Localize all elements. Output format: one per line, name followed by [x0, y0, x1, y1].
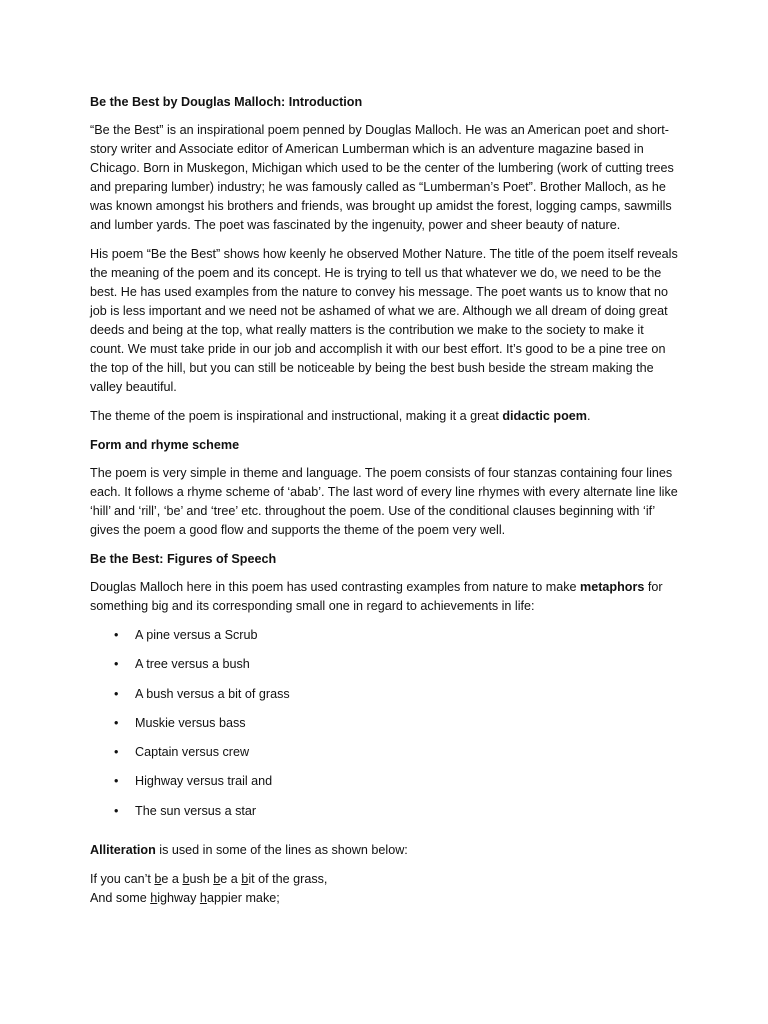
list-item: [90, 685, 680, 714]
verse-line-1: [90, 870, 680, 889]
alliteration-letter: h: [150, 891, 158, 906]
list-item-text: The sun versus a star: [135, 803, 257, 818]
list-item-text: A tree versus a bush: [135, 657, 250, 672]
bullet-icon: •: [114, 715, 119, 730]
alliteration-letter: b: [213, 872, 221, 887]
list-item-text: Captain versus crew: [135, 745, 250, 760]
list-item-text: Highway versus trail and: [135, 774, 273, 789]
figures-metaphors-term: metaphors: [580, 580, 645, 594]
paragraph-alliteration: [90, 841, 680, 860]
verse-text: ush: [189, 872, 214, 887]
paragraph-figures: [90, 578, 680, 616]
heading-form-rhyme: Form and rhyme scheme: [90, 438, 240, 452]
paragraph-meaning: His poem “Be the Best” shows how keenly he observed Mother Nature. The title of the poem itself reveals the meaning of the poem and its concept. He is trying to tell us that whatever we do, we need to be the best. He has used examples from the nature to convey his message. The poet wants us to know that no job is less important and we need not be ashamed of what we are. Although we all dream of doing great deeds and being at the top, what really matters is the contribution we make to the society to make it count. We must take pride in our job and accomplish it with our best effort. It’s good to be a pine tree on the top of the hill, but you can still be noticeable by being the best bush beside the stream making the valley beautiful.: [90, 247, 678, 394]
list-item: [90, 714, 680, 743]
bullet-icon: •: [114, 657, 119, 672]
bullet-icon: •: [114, 686, 119, 701]
list-item: [90, 655, 680, 684]
theme-text-after: .: [587, 409, 591, 423]
heading-introduction: Be the Best by Douglas Malloch: Introduction: [90, 95, 363, 109]
paragraph-theme: [90, 407, 680, 426]
alliteration-letter: b: [154, 872, 162, 887]
verse-text: And some: [90, 891, 151, 906]
figures-text-before: Douglas Malloch here in this poem has used contrasting examples from nature to make: [90, 580, 581, 594]
verse-text: ighway: [157, 891, 200, 906]
verse-text: appier make;: [206, 891, 280, 906]
bullet-icon: •: [114, 628, 119, 642]
list-item-text: A pine versus a Scrub: [135, 628, 258, 642]
alliteration-letter: h: [199, 891, 207, 906]
alliteration-letter: b: [241, 872, 249, 887]
theme-text-before: The theme of the poem is inspirational and instructional, making it a great: [90, 409, 503, 423]
verse-excerpt: [90, 870, 680, 908]
list-item: [90, 743, 680, 772]
bullet-icon: •: [114, 803, 119, 818]
bullet-icon: •: [114, 774, 119, 789]
alliteration-text-after: is used in some of the lines as shown below:: [155, 843, 408, 858]
document-page: [90, 93, 680, 908]
bullet-icon: •: [114, 745, 119, 760]
metaphor-list: [90, 626, 680, 831]
list-item: [90, 772, 680, 801]
verse-text: it of the grass,: [248, 872, 328, 887]
list-item: [90, 626, 680, 655]
verse-line-2: [90, 889, 680, 908]
alliteration-letter: b: [182, 872, 190, 887]
verse-text: e a: [161, 872, 183, 887]
verse-text: If you can’t: [90, 872, 155, 887]
list-item: [90, 802, 680, 831]
paragraph-form: The poem is very simple in theme and language. The poem consists of four stanzas containing four lines each. It follows a rhyme scheme of ‘abab’. The last word of every line rhymes with every alternate line like ‘hill’ and ‘rill’, ‘be’ and ‘tree’ etc. throughout the poem. Use of the conditional clauses beginning with ‘if’ gives the poem a good flow and supports the theme of the poem very well.: [90, 466, 678, 537]
verse-text: e a: [220, 872, 242, 887]
figures-text-after: for something big and its corresponding small one in regard to achievements in life:: [90, 580, 663, 613]
heading-figures-of-speech: Be the Best: Figures of Speech: [90, 552, 277, 566]
list-item-text: A bush versus a bit of grass: [135, 686, 290, 701]
alliteration-term: Alliteration: [90, 843, 156, 858]
theme-didactic-term: didactic poem: [502, 409, 588, 423]
list-item-text: Muskie versus bass: [135, 715, 246, 730]
paragraph-introduction: “Be the Best” is an inspirational poem penned by Douglas Malloch. He was an American poet and short-story writer and Associate editor of American Lumberman which is an adventure magazine based in Chicago. Born in Muskegon, Michigan which used to be the center of the lumbering (work of cutting trees and preparing lumber) industry; he was famously called as “Lumberman’s Poet”. Brother Malloch, as he was known amongst his brothers and friends, was brought up amidst the forest, logging camps, sawmills and lumber yards. The poet was fascinated by the ingenuity, power and sheer beauty of nature.: [90, 123, 674, 232]
